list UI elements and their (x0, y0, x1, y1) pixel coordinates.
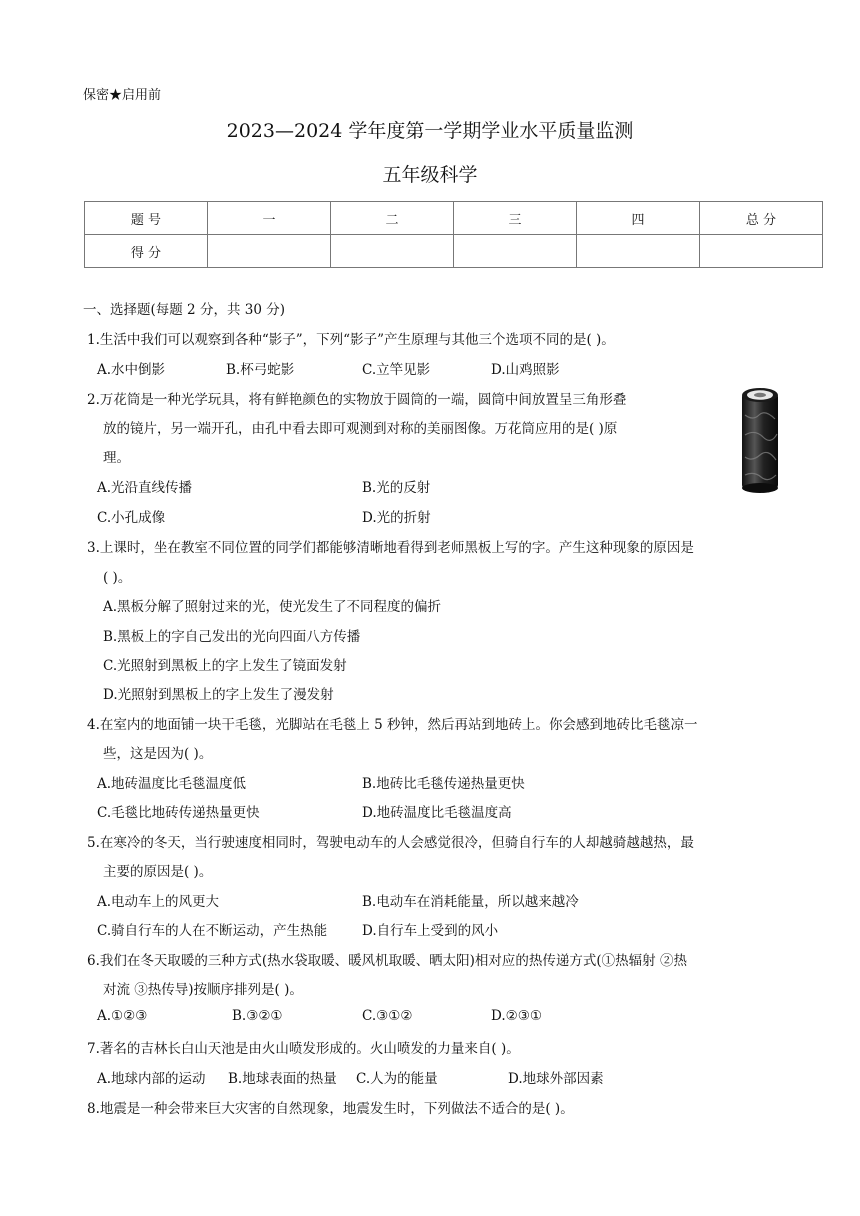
question-3-line-1: 3.上课时，坐在教室不同位置的同学们都能够清晰地看得到老师黑板上写的字。产生这种现象的原因是 (87, 540, 694, 556)
score-header-cell: 四 (577, 202, 700, 235)
question-2-line-3: 理。 (103, 450, 130, 466)
question-4-line-2: 些，这是因为( )。 (103, 746, 213, 762)
score-header-cell: 总 分 (700, 202, 823, 235)
section-title: 一、选择题(每题 2 分，共 30 分) (83, 302, 285, 318)
q7-option-d: D.地球外部因素 (508, 1071, 604, 1087)
question-6-line-1: 6.我们在冬天取暖的三种方式(热水袋取暖、暖风机取暖、晒太阳)相对应的热传递方式(①热辐射 ②热 (87, 953, 687, 969)
q1-option-a: A.水中倒影 (97, 362, 166, 378)
q5-option-a: A.电动车上的风更大 (97, 894, 220, 910)
score-table-header-row (85, 202, 823, 235)
q3-option-d: D.光照射到黑板上的字上发生了漫发射 (103, 687, 334, 703)
exam-subtitle: 五年级科学 (382, 164, 478, 186)
q1-option-b: B.杯弓蛇影 (226, 362, 295, 378)
score-row-label: 得 分 (85, 235, 208, 268)
q4-option-b: B.地砖比毛毯传递热量更快 (362, 776, 525, 792)
question-5-line-2: 主要的原因是( )。 (103, 864, 213, 880)
score-table-score-row (85, 235, 823, 268)
q3-option-a: A.黑板分解了照射过来的光，使光发生了不同程度的偏折 (103, 599, 442, 615)
question-1-text: 1.生活中我们可以观察到各种“影子”，下列“影子”产生原理与其他三个选项不同的是( )。 (87, 332, 615, 348)
question-3-line-2: ( )。 (103, 570, 132, 586)
question-5-line-1: 5.在寒冷的冬天，当行驶速度相同时，驾驶电动车的人会感觉很冷，但骑自行车的人却越骑越越热，最 (87, 835, 694, 851)
q3-option-c: C.光照射到黑板上的字上发生了镜面发射 (103, 658, 347, 674)
q1-option-c: C.立竿见影 (362, 362, 431, 378)
q6-option-c: C.③①② (362, 1008, 413, 1024)
q5-option-d: D.自行车上受到的风小 (362, 923, 499, 939)
q4-option-d: D.地砖温度比毛毯温度高 (362, 805, 512, 821)
q4-option-c: C.毛毯比地砖传递热量更快 (97, 805, 260, 821)
question-2-line-1: 2.万花筒是一种光学玩具，将有鲜艳颜色的实物放于圆筒的一端，圆筒中间放置呈三角形叠 (87, 392, 627, 408)
q3-option-b: B.黑板上的字自己发出的光向四面八方传播 (103, 629, 361, 645)
score-header-cell: 一 (208, 202, 331, 235)
score-header-cell: 题 号 (85, 202, 208, 235)
q7-option-a: A.地球内部的运动 (97, 1071, 206, 1087)
score-header-cell: 三 (454, 202, 577, 235)
q4-option-a: A.地砖温度比毛毯温度低 (97, 776, 247, 792)
question-2-line-2: 放的镜片，另一端开孔，由孔中看去即可观测到对称的美丽图像。万花筒应用的是( )原 (103, 421, 618, 437)
score-cell[interactable] (454, 235, 577, 268)
confidential-label: 保密★启用前 (83, 88, 162, 103)
q2-option-a: A.光沿直线传播 (97, 480, 193, 496)
q7-option-b: B.地球表面的热量 (228, 1071, 337, 1087)
score-cell[interactable] (577, 235, 700, 268)
kaleidoscope-image (739, 385, 781, 495)
score-table (84, 201, 823, 268)
question-4-line-1: 4.在室内的地面铺一块干毛毯，光脚站在毛毯上 5 秒钟，然后再站到地砖上。你会感到地砖比毛毯凉一 (87, 717, 698, 733)
score-cell[interactable] (331, 235, 454, 268)
q2-option-b: B.光的反射 (362, 480, 431, 496)
question-8-text: 8.地震是一种会带来巨大灾害的自然现象，地震发生时，下列做法不适合的是( )。 (87, 1101, 574, 1117)
q6-option-d: D.②③① (491, 1008, 542, 1024)
question-7-text: 7.著名的吉林长白山天池是由火山喷发形成的。火山喷发的力量来自( )。 (87, 1041, 520, 1057)
q7-option-c: C.人为的能量 (356, 1071, 438, 1087)
q2-option-c: C.小孔成像 (97, 510, 166, 526)
q6-option-b: B.③②① (232, 1008, 283, 1024)
score-header-cell: 二 (331, 202, 454, 235)
score-cell[interactable] (208, 235, 331, 268)
exam-title: 2023—2024 学年度第一学期学业水平质量监测 (226, 120, 634, 142)
question-6-line-2: 对流 ③热传导)按顺序排列是( )。 (103, 982, 303, 998)
q5-option-c: C.骑自行车的人在不断运动，产生热能 (97, 923, 328, 939)
score-cell[interactable] (700, 235, 823, 268)
q1-option-d: D.山鸡照影 (491, 362, 560, 378)
q5-option-b: B.电动车在消耗能量，所以越来越冷 (362, 894, 579, 910)
q6-option-a: A.①②③ (97, 1008, 148, 1024)
q2-option-d: D.光的折射 (362, 510, 431, 526)
